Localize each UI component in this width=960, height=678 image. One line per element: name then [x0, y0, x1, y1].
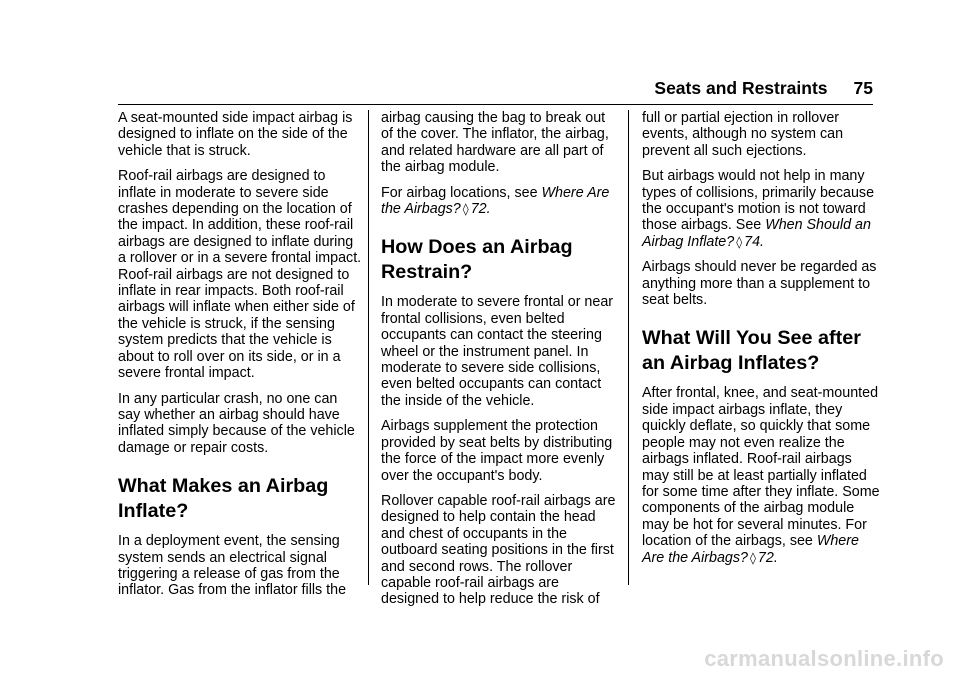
- paragraph: A seat-mounted side impact airbag is designed to inflate on the side of the vehicle that is struck.: [118, 110, 353, 159]
- paragraph-text: After frontal, knee, and seat-mounted side impact airbags inflate, they quickly deflate, so quickly that some people may not even realize the airbags inflated. Roof-rail airbags may still be at least partially inflated for some time after they inflate. Some components of the airbag module may be hot for several minutes. For location of the airbags, see: [642, 385, 880, 550]
- column-divider: [628, 110, 629, 585]
- page-number: 75: [853, 78, 873, 98]
- column-1: [118, 110, 363, 608]
- section-heading: What Makes an Airbag Inflate?: [118, 475, 329, 523]
- paragraph: In any particular crash, no one can say whether an airbag should have inflated simply because of the vehicle damage or repair costs.: [118, 390, 355, 456]
- paragraph: Rollover capable roof-rail airbags are designed to help contain the head and chest of occupants in the outboard seating positions in the first and second rows. The rollover capable roof-rail airbags are designed to help reduce the risk of: [381, 492, 616, 608]
- paragraph: full or partial ejection in rollover events, although no system can prevent all such ejections.: [642, 110, 844, 159]
- paragraph: For airbag locations, see Where Are the Airbags? ◊ 72.: [381, 184, 610, 218]
- page-reference-icon: ◊: [749, 550, 756, 565]
- cross-reference-link[interactable]: Where Are the Airbags?: [381, 184, 610, 218]
- paragraph: Roof-rail airbags are designed to inflate in moderate to severe side crashes depending on the location of the impact. In addition, these roof-rail airbags are designed to inflate during a rollover or in a severe frontal impact. Roof-rail airbags are not designed to inflate in rear impacts. Both roof-rail airbags will inflate when either side of the vehicle is struck, if the sensing system predicts that the vehicle is about to roll over on its side, or in a severe frontal impact.: [118, 168, 362, 382]
- header-rule: [118, 104, 873, 105]
- paragraph: After frontal, knee, and seat-mounted side impact airbags inflate, they quickly deflate, so quickly that some people may not even realize the airbags inflated. Roof-rail airbags may still be at least partially inflated for some time after they inflate. Some components of the airbag module may be hot for several minutes. For location of the airbags, see Where Are the Airbags? ◊ 72.: [642, 385, 880, 566]
- paragraph: Airbags should never be regarded as anything more than a supplement to seat belts.: [642, 259, 877, 309]
- section-heading: What Will You See after an Airbag Inflates?: [642, 327, 861, 375]
- page-header: [654, 78, 873, 99]
- page-reference-icon: ◊: [462, 202, 469, 217]
- page-reference[interactable]: 72: [757, 549, 774, 566]
- watermark: carmanualsonline.info: [704, 646, 944, 671]
- paragraph: But airbags would not help in many types of collisions, primarily because the occupant's motion is not toward those airbags. See When Should an Airbag Inflate? ◊ 74.: [642, 168, 875, 250]
- column-3: [642, 110, 882, 575]
- page-reference-icon: ◊: [736, 234, 743, 249]
- paragraph: Airbags supplement the protection provided by seat belts by distributing the force of the impact more evenly over the occupant's body.: [381, 418, 613, 484]
- paragraph-text: But airbags would not help in many types of collisions, primarily because the occupant's motion is not toward those airbags. See: [642, 168, 875, 234]
- cross-reference-link[interactable]: When Should an Airbag Inflate?: [642, 217, 871, 250]
- paragraph: In a deployment event, the sensing system sends an electrical signal triggering a release of gas from the inflator. Gas from the inflator fills the: [118, 533, 347, 599]
- page-reference[interactable]: 72: [470, 201, 487, 218]
- page-reference[interactable]: 74: [744, 233, 761, 250]
- section-heading: How Does an Airbag Restrain?: [381, 236, 573, 284]
- paragraph: airbag causing the bag to break out of the cover. The inflator, the airbag, and related hardware are all part of the airbag module.: [381, 110, 609, 176]
- paragraph-text: For airbag locations, see: [381, 184, 542, 201]
- paragraph: In moderate to severe frontal or near frontal collisions, even belted occupants can contact the steering wheel or the instrument panel. In moderate to severe side collisions, even belted occupants can contact the inside of the vehicle.: [381, 294, 614, 409]
- column-2: [381, 110, 616, 617]
- cross-reference-link[interactable]: Where Are the Airbags?: [642, 533, 859, 566]
- section-title: Seats and Restraints: [654, 78, 828, 98]
- column-divider: [368, 110, 369, 585]
